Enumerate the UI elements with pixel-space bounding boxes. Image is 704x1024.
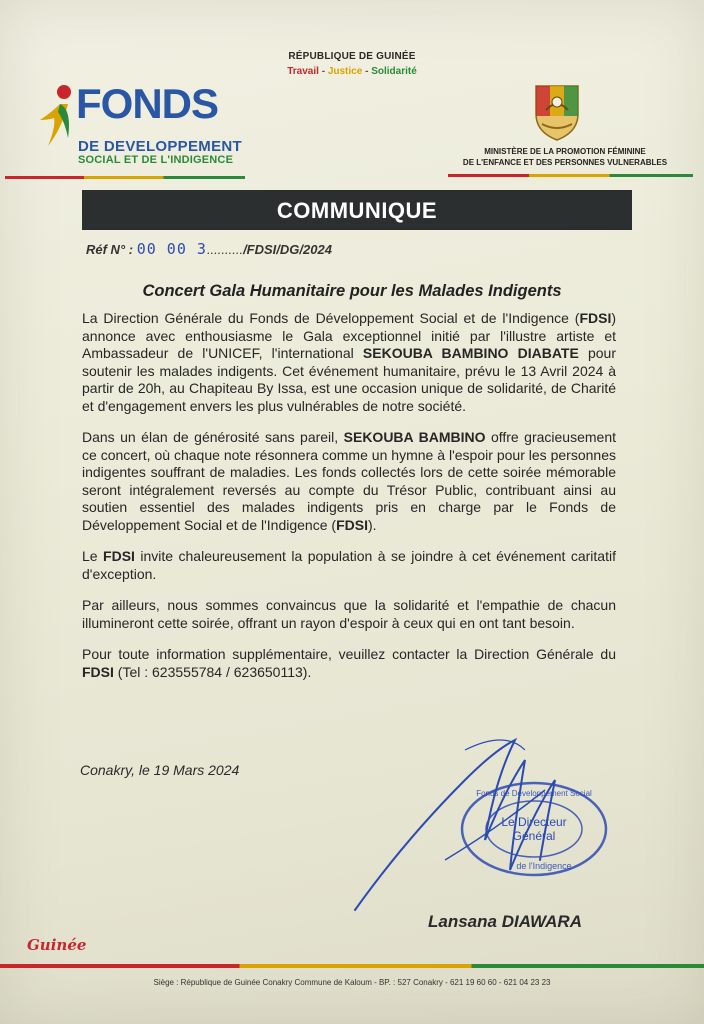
footer-address: Siège : République de Guinée Conakry Commune de Kaloum - BP. : 527 Conakry - 621 19 60 60 - 621 04 23 23: [153, 978, 551, 987]
tricolor-rule-right: [448, 174, 693, 177]
tricolor-rule-left: [5, 176, 245, 179]
p5-fdsi: FDSI: [82, 663, 114, 680]
p1-text-a: La Direction Générale du Fonds de Développement Social et de l'Indigence (: [82, 310, 580, 326]
logo-fonds-text: FONDS: [76, 80, 218, 127]
paragraph-2: [82, 429, 616, 534]
paragraph-1: [82, 310, 616, 415]
communique-body: [82, 310, 616, 695]
p2-text-a: Dans un élan de générosité sans pareil,: [82, 429, 344, 445]
p2-text-c: offre gracieusement ce concert, où chaque note résonnera comme un hymne à l'espoir pour les personnes indigentes souffrant de maladies. Les fonds collectés lors de cette soirée mémorable seront intégralement reversés au compte du Trésor Public, contribuant ainsi au soutien essentiel des malades indigents pris en charge par le Fonds de Développement Social et de l'Indigence (: [82, 429, 617, 533]
motto-separator: -: [362, 66, 372, 77]
motto-solidarite: Solidarité: [371, 66, 417, 77]
motto-travail: Travail: [287, 66, 319, 77]
p2-artist-name: SEKOUBA BAMBINO: [343, 429, 486, 445]
p1-artist-name: SEKOUBA BAMBINO DIABATE: [362, 345, 579, 361]
republic-heading: RÉPUBLIQUE DE GUINÉE: [288, 51, 416, 62]
reference-suffix: /FDSI/DG/2024: [243, 242, 332, 257]
document-date: Conakry, le 19 Mars 2024: [80, 762, 240, 778]
ministry-line-1: MINISTÈRE DE LA PROMOTION FÉMININE: [484, 147, 646, 156]
stamp-outer-top: Fonds de Développement Social: [476, 789, 592, 798]
p1-text-e: pour soutenir les malades indigents. Cet événement humanitaire, prévu le 13 Avril 2024 à partir de 20h, au Chapiteau By Issa, est une occasion unique de solidarité, de Charité et d'engagement envers les plus vulnérables de notre société.: [82, 345, 616, 414]
p3-text-c: invite chaleureusement la population à se joindre à cet événement caritatif d'exception.: [82, 548, 616, 582]
stamp-inner-1: Le Directeur: [501, 815, 567, 829]
stamp-inner-2: Général: [512, 829, 556, 843]
p3-fdsi: FDSI: [103, 548, 135, 564]
p2-text-e: ).: [367, 516, 377, 533]
guinea-coat-of-arms-icon: [528, 80, 586, 142]
fdsi-logo: [38, 80, 253, 172]
stamp-outer-bottom: de l'Indigence: [516, 861, 572, 871]
paragraph-5: [82, 646, 616, 681]
p2-fdsi: FDSI: [336, 516, 368, 533]
tricolor-rule-bottom: [0, 964, 704, 968]
ministry-line-2: DE L'ENFANCE ET DES PERSONNES VULNERABLES: [462, 158, 668, 167]
motto-justice: Justice: [327, 66, 363, 77]
p1-text-c: ) annonce avec enthousiasme le Gala exceptionnel initié par l'illustre artiste et Ambassadeur de l'UNICEF, l'international: [82, 310, 616, 361]
reference-label: Réf N° :: [86, 242, 134, 257]
document-title: Concert Gala Humanitaire pour les Malades Indigents: [142, 282, 562, 300]
p3-text-a: Le: [82, 548, 104, 564]
p5-contact: (Tel : 623555784 / 623650113).: [113, 663, 312, 680]
communique-banner: COMMUNIQUE: [82, 190, 632, 230]
logo-social-text: SOCIAL ET DE L'INDIGENCE: [78, 154, 234, 166]
motto-separator: -: [318, 66, 328, 77]
reference-dots: ..........: [206, 242, 244, 257]
person-figure-icon: [38, 82, 78, 152]
paragraph-4: Par ailleurs, nous sommes convaincus que la solidarité et l'empathie de chacun illumineront cette soirée, offrant un rayon d'espoir à ceux qui en ont tant besoin.: [82, 597, 616, 631]
national-motto: [0, 66, 704, 77]
reference-number: [86, 240, 332, 258]
handwritten-signature-icon: [345, 720, 625, 920]
ministry-heading: [440, 146, 690, 168]
guinee-brand-logo: Guinée: [27, 936, 87, 954]
paragraph-3: [82, 548, 616, 583]
p1-fdsi: FDSI: [579, 310, 612, 326]
reference-handwritten-number: 00 00 3: [136, 240, 207, 258]
signer-name: Lansana DIAWARA: [428, 912, 582, 931]
logo-developpement-text: DE DEVELOPPEMENT: [78, 138, 242, 155]
p5-text-a: Pour toute information supplémentaire, veuillez contacter la Direction Générale du: [82, 646, 616, 662]
